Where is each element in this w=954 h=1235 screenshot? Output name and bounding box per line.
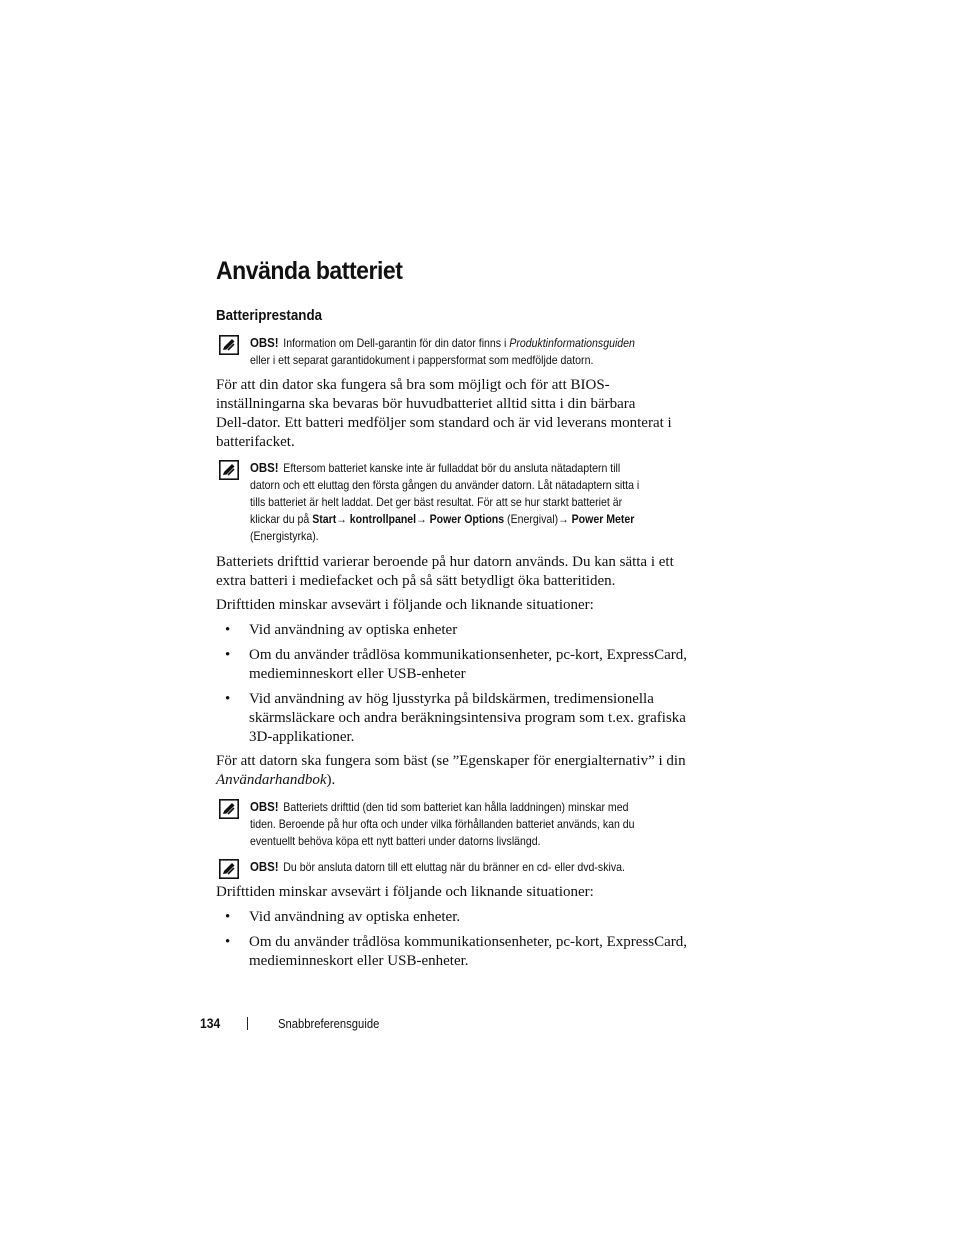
footer-separator xyxy=(247,1017,248,1030)
obs-label: OBS! xyxy=(250,859,279,874)
obs-label: OBS! xyxy=(250,335,279,350)
menu-path-power-meter: Power Meter xyxy=(571,512,635,526)
section-title: Batteriprestanda xyxy=(216,308,323,324)
paragraph-situations: Drifttiden minskar avsevärt i följande och liknande situationer: xyxy=(216,597,594,613)
note-pencil-icon xyxy=(219,859,239,879)
obs-label: OBS! xyxy=(250,460,279,475)
paragraph-energy-settings: För att datorn ska fungera som bäst (se ”Egenskaper för energialternativ” i din Användarhandbok). xyxy=(216,753,686,788)
page-number: 134 xyxy=(200,1016,221,1031)
paragraph-situations-2: Drifttiden minskar avsevärt i följande och liknande situationer: xyxy=(216,884,594,900)
page-title: Använda batteriet xyxy=(216,257,403,285)
note-pencil-icon xyxy=(219,335,239,355)
menu-path-power-options: Power Options xyxy=(429,512,505,526)
obs-label: OBS! xyxy=(250,799,279,814)
note-pencil-icon xyxy=(219,460,239,480)
menu-path-control-panel: kontrollpanel xyxy=(349,512,417,526)
note-pencil-icon xyxy=(219,799,239,819)
menu-path-start: Start xyxy=(312,512,337,526)
guide-title: Snabbreferensguide xyxy=(278,1017,380,1031)
paragraph-runtime: Batteriets drifttid varierar beroende på hur datorn används. Du kan sätta i ett extra batteri i mediefacket och på så sätt betydligt öka batteritiden. xyxy=(216,554,674,589)
paragraph-bios: För att din dator ska fungera så bra som möjligt och för att BIOS- inställningarna ska bevaras bör huvudbatteriet alltid sitta i din bärbara Dell-dator. Ett batteri medföljer som standard och är vid leverans monterat i batterifacket. xyxy=(216,377,672,450)
